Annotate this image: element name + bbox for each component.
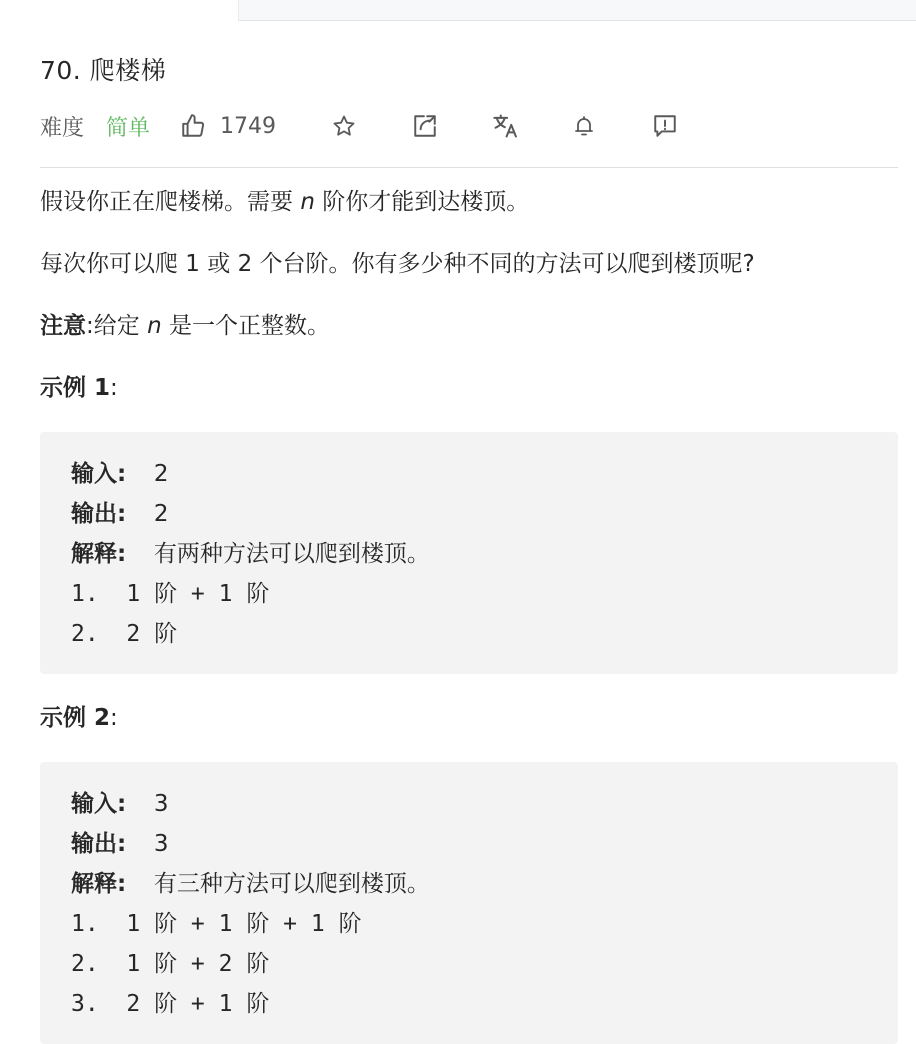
bell-icon	[572, 114, 596, 138]
thumbs-up-icon	[180, 113, 206, 139]
description-text: 阶你才能到达楼顶。	[314, 189, 530, 215]
like-count: 1749	[220, 113, 277, 139]
example-title-colon: :	[110, 375, 118, 401]
output-value: 2	[153, 501, 169, 527]
variable-n: n	[300, 189, 315, 215]
input-value: 3	[153, 791, 169, 817]
feedback-button[interactable]	[652, 110, 732, 142]
feedback-icon	[652, 113, 678, 139]
difficulty-badge: 简单	[106, 115, 151, 141]
share-icon	[412, 113, 438, 139]
problem-meta	[40, 104, 898, 148]
example-title-text: 示例 2	[40, 705, 111, 731]
problem-title: 70. 爬楼梯	[40, 56, 167, 85]
example-1-title	[40, 370, 898, 406]
description-paragraph-2: 每次你可以爬 1 或 2 个台阶。你有多少种不同的方法可以爬到楼顶呢?	[40, 251, 755, 277]
explanation-line: 2. 1 阶 + 2 阶	[71, 951, 270, 977]
explanation-line: 3. 2 阶 + 1 阶	[71, 991, 270, 1017]
explanation-line: 1. 1 阶 + 1 阶	[71, 581, 270, 607]
description-paragraph-1	[40, 184, 898, 220]
example-title-text: 示例 1	[40, 375, 111, 401]
subscribe-button[interactable]	[572, 110, 652, 142]
translate-button[interactable]	[492, 110, 572, 142]
explanation-label: 解释:	[71, 871, 127, 897]
example-2-code	[40, 762, 898, 1044]
example-1-code	[40, 432, 898, 674]
like-button[interactable]	[180, 113, 276, 139]
difficulty-label: 难度	[40, 115, 85, 141]
output-label: 输出:	[71, 831, 127, 857]
input-label: 输入:	[71, 461, 127, 487]
explanation-text: 有三种方法可以爬到楼顶。	[153, 871, 430, 897]
share-button[interactable]	[412, 110, 492, 142]
top-bar	[238, 0, 916, 21]
variable-n: n	[147, 313, 162, 339]
output-label: 输出:	[71, 501, 127, 527]
example-title-colon: :	[110, 705, 118, 731]
action-icons	[332, 110, 732, 142]
example-2-title	[40, 700, 898, 736]
explanation-line: 2. 2 阶	[71, 621, 178, 647]
input-value: 2	[153, 461, 169, 487]
favorite-button[interactable]	[332, 110, 412, 142]
output-value: 3	[153, 831, 169, 857]
description-text: 假设你正在爬楼梯。需要	[40, 189, 301, 215]
note-paragraph	[40, 308, 898, 344]
star-icon	[332, 114, 356, 138]
note-text: 是一个正整数。	[161, 313, 330, 339]
explanation-label: 解释:	[71, 541, 127, 567]
explanation-line: 1. 1 阶 + 1 阶 + 1 阶	[71, 911, 362, 937]
divider	[40, 167, 898, 168]
problem-panel	[40, 52, 898, 1044]
note-text: :给定	[86, 313, 148, 339]
note-label: 注意	[40, 313, 86, 339]
input-label: 输入:	[71, 791, 127, 817]
explanation-text: 有两种方法可以爬到楼顶。	[153, 541, 430, 567]
translate-icon	[492, 112, 520, 140]
